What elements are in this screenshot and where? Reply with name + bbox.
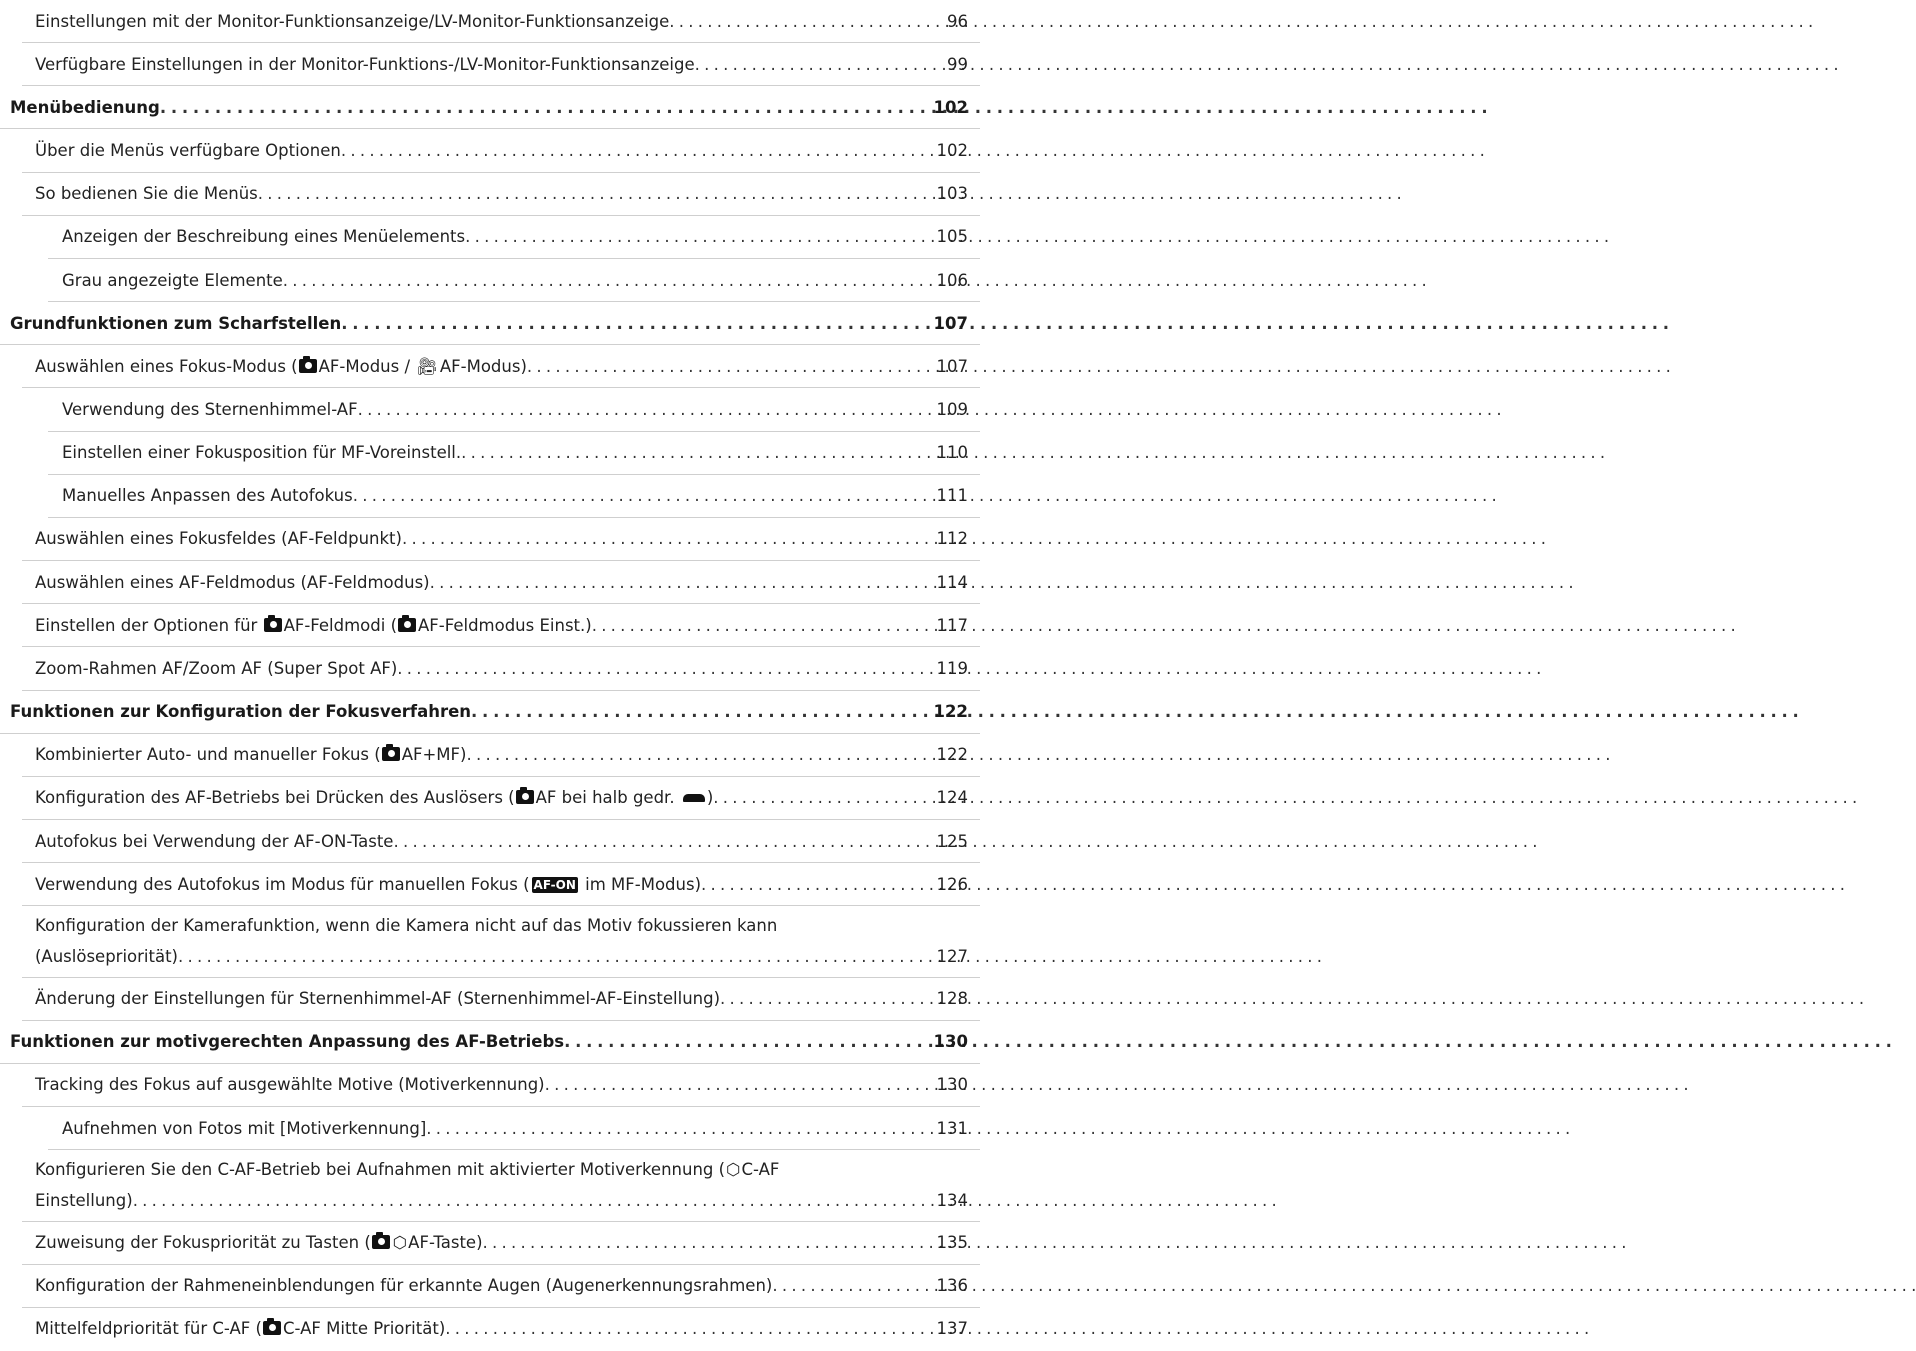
page-number: 122 [936,745,968,765]
leader-dots [545,1070,919,1100]
page-number: 135 [936,1233,968,1253]
leader-dots [283,266,919,296]
toc-entry[interactable] [0,978,980,1021]
toc-entry[interactable] [0,259,980,302]
leader-dots [592,611,919,641]
entry-title: Einstellen einer Fokusposition für MF-Voreinstell. [62,443,462,463]
chapter-title: Funktionen zur Konfiguration der Fokusverfahren [10,702,472,722]
title-part: im MF-Modus) [579,874,702,894]
leader-dots [353,481,919,511]
entry-title-line1: Konfiguration der Kamerafunktion, wenn die Kamera nicht auf das Motiv fokussieren kann [35,915,778,935]
page-number: 106 [936,270,968,290]
leader-dots [713,783,918,813]
entry-title: Anzeigen der Beschreibung eines Menüelements [62,227,466,247]
title-part: AF+MF) [401,745,467,765]
entry-title: Aufnehmen von Fotos mit [Motiverkennung] [62,1118,427,1138]
entry-title: Einstellung) [35,1190,133,1210]
title-part: AF-Modus / [318,356,416,376]
title-part: Mittelfeldpriorität für C-AF ( [35,1319,262,1339]
page-number: 119 [936,658,968,678]
page-number: 134 [936,1190,968,1210]
toc-chapter[interactable] [0,302,980,345]
shutter-button-icon [683,794,705,802]
page-number: 105 [936,227,968,247]
title-part: AF-Feldmodus Einst.) [418,615,592,635]
leader-dots [341,309,915,339]
entry-title [35,352,527,382]
af-on-button-icon: AF-ON [533,877,576,892]
toc-entry[interactable] [0,1265,980,1308]
toc-entry[interactable] [0,1150,980,1221]
title-part: Einstellen der Optionen für [35,615,263,635]
toc-chapter[interactable] [0,86,980,129]
chapter-title: Menübedienung [10,97,160,117]
page-number: 126 [936,874,968,894]
toc-chapter[interactable] [0,691,980,734]
toc-entry[interactable] [0,0,980,43]
chapter-title: Funktionen zur motivgerechten Anpassung des AF-Betriebs [10,1032,565,1052]
entry-title: So bedienen Sie die Menüs [35,184,258,204]
toc-entry[interactable] [0,129,980,172]
page-number: 111 [936,486,968,506]
title-part: Auswählen eines Fokus-Modus ( [35,356,298,376]
leader-dots [133,1186,919,1216]
entry-title: Auswählen eines AF-Feldmodus (AF-Feldmodus) [35,572,430,592]
entry-title: Einstellungen mit der Monitor-Funktionsanzeige/LV-Monitor-Funktionsanzeige [35,11,670,31]
toc-entry[interactable] [0,1308,980,1351]
entry-title: Auswählen eines Fokusfeldes (AF-Feldpunkt) [35,529,402,549]
toc-entry[interactable] [0,863,980,906]
still-camera-icon [263,1321,281,1335]
title-part: Zuweisung der Fokuspriorität zu Tasten ( [35,1233,371,1253]
leader-dots [465,222,918,252]
leader-dots [695,50,929,80]
page-number: 96 [947,11,968,31]
toc-entry[interactable] [0,518,980,561]
title-part: AF-Feldmodi ( [283,615,398,635]
movie-camera-icon: 🎥︎ [416,356,438,377]
toc-entry[interactable] [0,906,980,977]
chapter-title: Grundfunktionen zum Scharfstellen [10,313,342,333]
page-number: 102 [936,141,968,161]
title-part: C-AF [741,1159,780,1179]
page-number: 128 [936,989,968,1009]
subject-detection-icon: ⬡ [392,1233,408,1253]
page-number: 102 [933,97,968,117]
entry-title [35,611,592,641]
toc-entry[interactable] [0,432,980,475]
leader-dots [393,827,918,857]
page-number: 110 [936,443,968,463]
title-part: AF bei halb gedr. [535,788,680,808]
leader-dots [466,740,918,770]
toc-entry[interactable] [0,647,980,690]
title-part: AF-Modus) [439,356,527,376]
page-number: 130 [933,1032,968,1052]
toc-entry[interactable] [0,43,980,86]
entry-title: Autofokus bei Verwendung der AF-ON-Taste [35,831,394,851]
entry-title [35,1228,483,1258]
still-camera-icon [372,1235,390,1249]
title-part: Kombinierter Auto- und manueller Fokus ( [35,745,381,765]
entry-title: Manuelles Anpassen des Autofokus [62,486,353,506]
entry-title [35,870,701,900]
entry-title-line1 [35,1155,779,1185]
toc-entry[interactable] [0,604,980,647]
leader-dots [772,1271,918,1301]
leader-dots [397,654,918,684]
toc-entry[interactable] [0,777,980,820]
leader-dots [178,942,919,972]
toc-entry[interactable] [0,475,980,518]
entry-title: (Auslösepriorität) [35,946,178,966]
leader-dots [426,1114,918,1144]
still-camera-icon [516,790,534,804]
leader-dots [461,438,918,468]
leader-dots [483,1228,919,1258]
leader-dots [720,984,918,1014]
entry-title: Verwendung des Sternenhimmel-AF [62,399,358,419]
leader-dots [358,395,919,425]
page-number: 124 [936,788,968,808]
page-number: 112 [936,529,968,549]
still-camera-icon [264,618,282,632]
still-camera-icon [382,747,400,761]
entry-title: Änderung der Einstellungen für Sternenhimmel-AF (Sternenhimmel-AF-Einstellung) [35,989,721,1009]
toc-entry[interactable] [0,561,980,604]
leader-dots [402,524,919,554]
page-number: 127 [936,946,968,966]
page-number: 122 [933,702,968,722]
page-number: 107 [936,356,968,376]
toc-entry[interactable] [0,173,980,216]
toc-entry[interactable] [0,388,980,431]
entry-title: Tracking des Fokus auf ausgewählte Motive (Motiverkennung) [35,1075,545,1095]
title-part: Verwendung des Autofokus im Modus für manuellen Fokus ( [35,874,530,894]
page-number: 117 [936,615,968,635]
toc-entry[interactable] [0,1064,980,1107]
page-number: 103 [936,184,968,204]
toc-chapter[interactable] [0,1021,980,1064]
still-camera-icon [398,618,416,632]
entry-title: Über die Menüs verfügbare Optionen [35,141,341,161]
entry-title: Zoom-Rahmen AF/Zoom AF (Super Spot AF) [35,658,398,678]
entry-title: Konfiguration der Rahmeneinblendungen für erkannte Augen (Augenerkennungsrahmen) [35,1276,773,1296]
toc-entry[interactable] [0,1222,980,1265]
title-part: Konfiguration des AF-Betriebs bei Drücken des Auslösers ( [35,788,515,808]
toc-entry[interactable] [0,820,980,863]
toc-entry[interactable] [0,216,980,259]
entry-title: Grau angezeigte Elemente [62,270,283,290]
toc-entry[interactable] [0,734,980,777]
entry-title [35,1314,445,1344]
page-number: 131 [936,1118,968,1138]
page-number: 137 [936,1319,968,1339]
leader-dots [669,7,929,37]
leader-dots [527,352,919,382]
leader-dots [160,93,916,123]
entry-title: Verfügbare Einstellungen in der Monitor-Funktions-/LV-Monitor-Funktionsanzeige [35,54,695,74]
toc-entry[interactable] [0,345,980,388]
still-camera-icon [299,359,317,373]
page-number: 114 [936,572,968,592]
entry-title [35,783,713,813]
title-part: Konfigurieren Sie den C-AF-Betrieb bei Aufnahmen mit aktivierter Motiverkennung ( [35,1159,726,1179]
page-number: 99 [947,54,968,74]
subject-detection-icon: ⬡ [726,1159,741,1179]
leader-dots [341,136,919,166]
entry-title [35,740,466,770]
page-number: 107 [933,313,968,333]
title-part: ) [706,788,714,808]
toc-entry[interactable] [0,1107,980,1150]
page-number: 125 [936,831,968,851]
page-number: 109 [936,399,968,419]
page-number: 130 [936,1075,968,1095]
leader-dots [701,870,918,900]
leader-dots [258,179,919,209]
leader-dots [445,1314,918,1344]
leader-dots [564,1027,915,1057]
leader-dots [430,568,919,598]
title-part: AF-Taste) [408,1233,483,1253]
page-number: 136 [936,1276,968,1296]
title-part: C-AF Mitte Priorität) [282,1319,446,1339]
leader-dots [471,697,916,727]
